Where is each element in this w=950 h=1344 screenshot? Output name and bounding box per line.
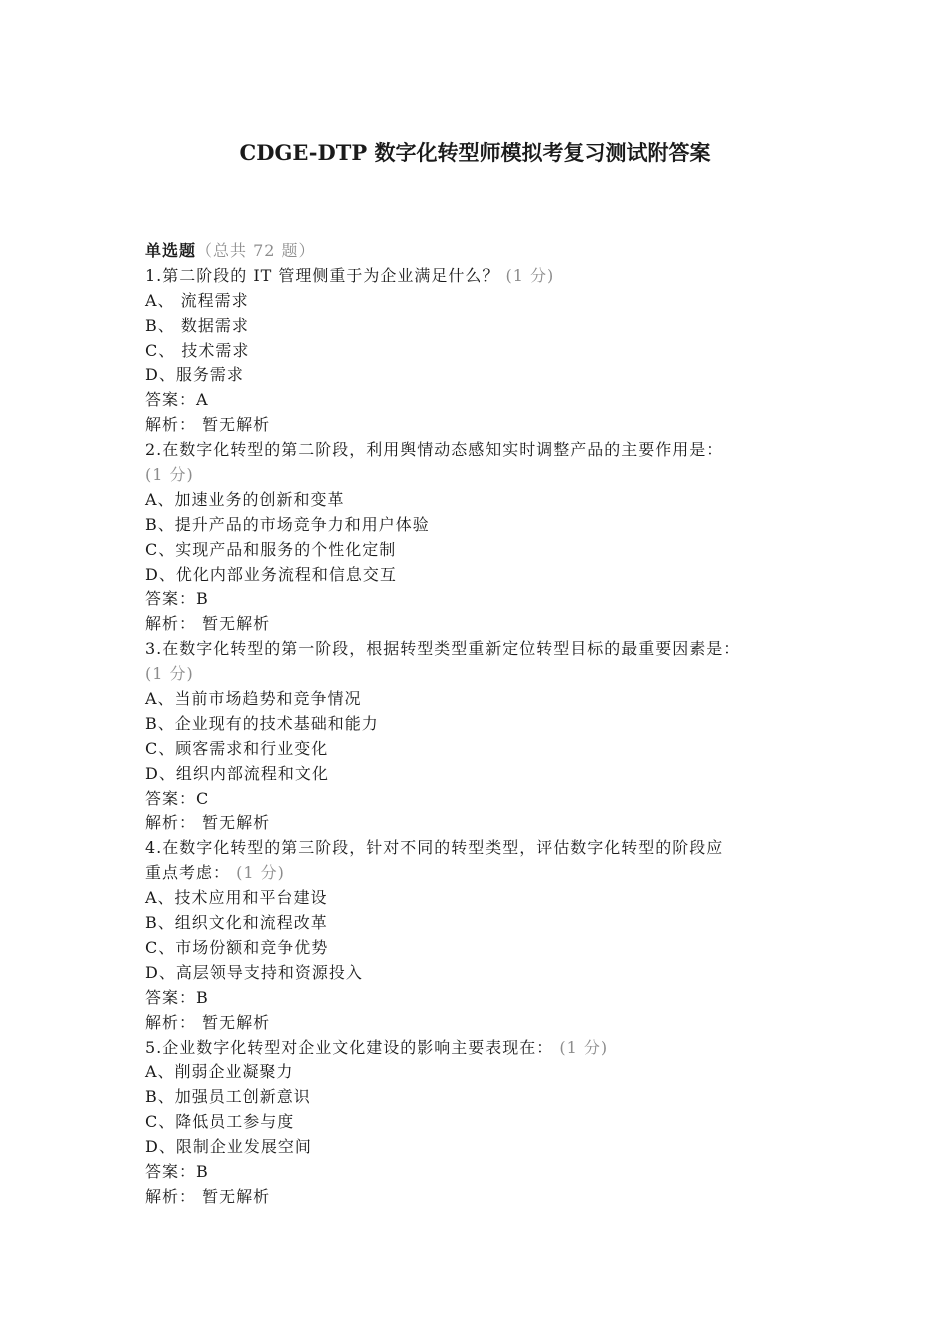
answer-option: B、组织文化和流程改革	[145, 913, 328, 933]
answer-key: 答案：B	[145, 987, 209, 1007]
section-heading	[145, 239, 825, 264]
answer-option: A、加速业务的创新和变革	[145, 489, 345, 509]
question-text-line	[145, 861, 825, 886]
answer-option: D、服务需求	[145, 365, 244, 385]
answer-option: B、 数据需求	[145, 315, 249, 335]
analysis-text: 解析： 暂无解析	[145, 1012, 271, 1032]
question-score: (1 分)	[236, 863, 285, 883]
answer-option: C、实现产品和服务的个性化定制	[145, 539, 397, 559]
question-block	[145, 264, 825, 438]
analysis-text: 解析： 暂无解析	[145, 614, 271, 634]
question-score: (1 分)	[505, 265, 555, 285]
analysis-text: 解析： 暂无解析	[145, 415, 271, 435]
answer-option: C、降低员工参与度	[145, 1112, 295, 1132]
question-block	[145, 438, 825, 637]
answer-option: A、 流程需求	[145, 290, 249, 310]
answer-option: C、市场份额和竞争优势	[145, 937, 329, 957]
question-text-line	[145, 637, 825, 662]
answer-key: 答案：B	[145, 1161, 209, 1181]
question-text-line	[145, 1036, 825, 1061]
answer-key: 答案：C	[145, 788, 210, 808]
section-label: 单选题	[145, 241, 197, 260]
answer-option: D、组织内部流程和文化	[145, 763, 329, 783]
answer-option: D、高层领导支持和资源投入	[145, 962, 363, 982]
question-text: 重点考虑：	[145, 863, 231, 883]
analysis-text: 解析： 暂无解析	[145, 1186, 271, 1206]
question-block	[145, 1036, 825, 1210]
answer-option: A、当前市场趋势和竞争情况	[145, 689, 362, 709]
answer-option: D、限制企业发展空间	[145, 1137, 312, 1157]
question-text: 1.第二阶段的 IT 管理侧重于为企业满足什么？	[145, 265, 500, 285]
question-score: (1 分)	[145, 664, 194, 684]
question-block	[145, 836, 825, 1035]
answer-option: A、技术应用和平台建设	[145, 888, 328, 908]
question-text: 4.在数字化转型的第三阶段，针对不同的转型类型，评估数字化转型的阶段应	[145, 838, 724, 858]
question-text-line	[145, 264, 825, 289]
question-text: 5.企业数字化转型对企业文化建设的影响主要表现在：	[145, 1037, 554, 1057]
answer-key: 答案：B	[145, 589, 209, 609]
answer-option: D、优化内部业务流程和信息交互	[145, 564, 397, 584]
section-count: （总共 72 题）	[196, 241, 316, 260]
answer-option: B、提升产品的市场竞争力和用户体验	[145, 514, 430, 534]
answer-option: A、削弱企业凝聚力	[145, 1062, 294, 1082]
answer-option: B、企业现有的技术基础和能力	[145, 713, 379, 733]
question-block	[145, 637, 825, 836]
document-title: CDGE-DTP 数字化转型师模拟考复习测试附答案	[239, 140, 711, 165]
answer-key: 答案：A	[145, 390, 209, 410]
question-text: 2.在数字化转型的第二阶段，利用舆情动态感知实时调整产品的主要作用是：	[145, 440, 724, 460]
answer-option: C、顾客需求和行业变化	[145, 738, 329, 758]
question-score: (1 分)	[559, 1037, 609, 1057]
question-score: (1 分)	[145, 465, 194, 485]
question-text-line	[145, 438, 825, 463]
question-list	[145, 239, 825, 1210]
answer-option: B、加强员工创新意识	[145, 1087, 311, 1107]
answer-option: C、 技术需求	[145, 340, 250, 360]
question-text: 3.在数字化转型的第一阶段，根据转型类型重新定位转型目标的最重要因素是：	[145, 639, 741, 659]
question-text-line	[145, 836, 825, 861]
analysis-text: 解析： 暂无解析	[145, 813, 271, 833]
